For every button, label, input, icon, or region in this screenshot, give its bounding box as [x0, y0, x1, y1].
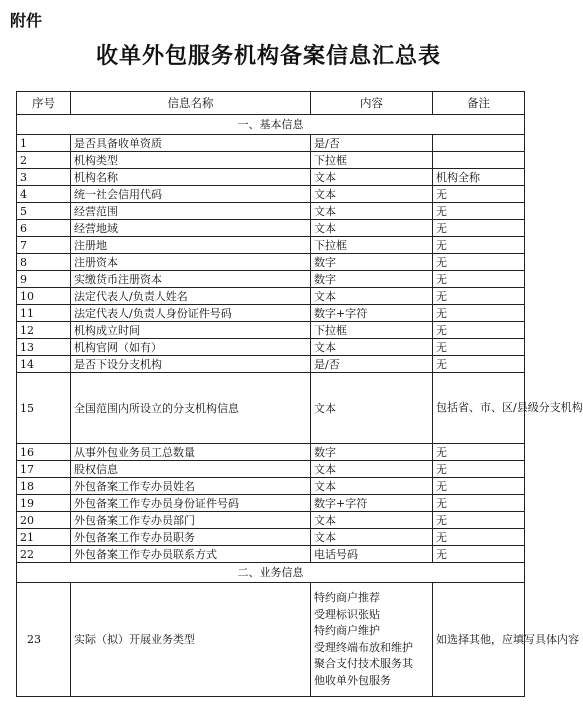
row-info-name: 外包备案工作专办员联系方式 — [71, 546, 311, 563]
row-number: 6 — [17, 220, 71, 237]
table-row — [17, 495, 525, 512]
row-info-name: 实缴货币注册资本 — [71, 271, 311, 288]
row-note: 机构全称 — [433, 169, 525, 186]
row-note: 无 — [433, 444, 525, 461]
row-content-type: 数字+字符 — [311, 495, 433, 512]
table-row — [17, 203, 525, 220]
table-row — [17, 288, 525, 305]
row-info-name: 外包备案工作专办员职务 — [71, 529, 311, 546]
row-note: 无 — [433, 288, 525, 305]
row-note: 无 — [433, 322, 525, 339]
row-note: 无 — [433, 495, 525, 512]
table-row — [17, 546, 525, 563]
row-number: 20 — [17, 512, 71, 529]
section-title: 一、基本信息 — [17, 115, 525, 135]
table-header-row — [17, 92, 525, 115]
row-number: 10 — [17, 288, 71, 305]
row-content-type: 是/否 — [311, 135, 433, 152]
row-note: 如选择其他，应填写具体内容 — [433, 583, 525, 697]
table-row — [17, 271, 525, 288]
row-info-name: 外包备案工作专办员姓名 — [71, 478, 311, 495]
row-content-type: 数字 — [311, 444, 433, 461]
row-note: 无 — [433, 512, 525, 529]
attachment-label: 附件 — [10, 11, 43, 30]
row-note: 无 — [433, 254, 525, 271]
table-row — [17, 583, 525, 697]
business-type-option: 特约商户推荐 — [314, 591, 380, 604]
row-content-type: 文本 — [311, 339, 433, 356]
summary-table — [16, 91, 583, 697]
table-row — [17, 444, 525, 461]
row-number: 2 — [17, 152, 71, 169]
col-header-no: 序号 — [17, 92, 71, 115]
table-row — [17, 478, 525, 495]
table-row — [17, 254, 525, 271]
row-content-type: 文本 — [311, 512, 433, 529]
row-note — [433, 135, 525, 152]
col-header-content: 内容 — [311, 92, 433, 115]
row-content-type: 数字+字符 — [311, 305, 433, 322]
row-info-name: 注册资本 — [71, 254, 311, 271]
row-note: 无 — [433, 271, 525, 288]
row-info-name: 全国范围内所设立的分支机构信息 — [71, 373, 311, 444]
row-info-name: 机构名称 — [71, 169, 311, 186]
table-row — [17, 135, 525, 152]
row-number: 17 — [17, 461, 71, 478]
row-number: 7 — [17, 237, 71, 254]
row-note — [433, 152, 525, 169]
row-info-name: 法定代表人/负责人姓名 — [71, 288, 311, 305]
business-type-option: 受理标识张贴 — [314, 607, 380, 621]
section-basic-info — [17, 115, 525, 135]
row-content-type: 数字 — [311, 271, 433, 288]
col-header-name: 信息名称 — [71, 92, 311, 115]
row-content-type: 下拉框 — [311, 322, 433, 339]
business-type-option: 他收单外包服务 — [314, 673, 391, 687]
section-business-info — [17, 563, 525, 583]
row-note: 无 — [433, 339, 525, 356]
row-info-name: 注册地 — [71, 237, 311, 254]
row-content-type: 文本 — [311, 461, 433, 478]
row-info-name: 股权信息 — [71, 461, 311, 478]
row-note: 无 — [433, 461, 525, 478]
business-type-option: 聚合支付技术服务其 — [314, 657, 413, 670]
row-note: 无 — [433, 478, 525, 495]
row-number: 16 — [17, 444, 71, 461]
table-row — [17, 373, 525, 444]
section-title: 二、业务信息 — [17, 563, 525, 583]
table-row — [17, 461, 525, 478]
row-content-options — [311, 583, 433, 697]
row-content-type: 下拉框 — [311, 152, 433, 169]
row-number: 12 — [17, 322, 71, 339]
row-note: 无 — [433, 546, 525, 563]
row-note: 无 — [433, 529, 525, 546]
row-content-type: 文本 — [311, 186, 433, 203]
row-number: 22 — [17, 546, 71, 563]
table-row — [17, 322, 525, 339]
row-content-type: 文本 — [311, 220, 433, 237]
row-info-name: 机构类型 — [71, 152, 311, 169]
row-note: 无 — [433, 305, 525, 322]
row-info-name: 外包备案工作专办员身份证件号码 — [71, 495, 311, 512]
row-number: 4 — [17, 186, 71, 203]
row-note: 无 — [433, 356, 525, 373]
row-content-type: 文本 — [311, 373, 433, 444]
table-row — [17, 186, 525, 203]
row-content-type: 电话号码 — [311, 546, 433, 563]
row-note: 包括省、市、区/县级分支机构 — [433, 373, 525, 444]
table-row — [17, 152, 525, 169]
row-info-name: 是否下设分支机构 — [71, 356, 311, 373]
row-number: 15 — [17, 373, 71, 444]
table-row — [17, 305, 525, 322]
row-info-name: 机构成立时间 — [71, 322, 311, 339]
row-number: 9 — [17, 271, 71, 288]
row-note: 无 — [433, 220, 525, 237]
row-info-name: 经营范围 — [71, 203, 311, 220]
row-content-type: 文本 — [311, 288, 433, 305]
row-info-name: 统一社会信用代码 — [71, 186, 311, 203]
row-content-type: 下拉框 — [311, 237, 433, 254]
business-type-option: 特约商户维护 — [314, 624, 380, 637]
row-content-type: 文本 — [311, 203, 433, 220]
table-row — [17, 529, 525, 546]
row-info-name: 实际（拟）开展业务类型 — [71, 583, 311, 697]
row-number: 21 — [17, 529, 71, 546]
row-number: 8 — [17, 254, 71, 271]
row-number: 5 — [17, 203, 71, 220]
row-number: 19 — [17, 495, 71, 512]
table-row — [17, 356, 525, 373]
row-content-type: 数字 — [311, 254, 433, 271]
row-info-name: 机构官网（如有） — [71, 339, 311, 356]
row-number: 3 — [17, 169, 71, 186]
row-number: 23 — [17, 583, 71, 697]
page-title: 收单外包服务机构备案信息汇总表 — [95, 44, 441, 69]
row-content-type: 文本 — [311, 529, 433, 546]
table-row — [17, 237, 525, 254]
row-number: 13 — [17, 339, 71, 356]
row-note: 无 — [433, 203, 525, 220]
row-content-type: 文本 — [311, 169, 433, 186]
row-content-type: 文本 — [311, 478, 433, 495]
col-header-note: 备注 — [433, 92, 525, 115]
row-info-name: 是否具备收单资质 — [71, 135, 311, 152]
row-content-type: 是/否 — [311, 356, 433, 373]
row-info-name: 外包备案工作专办员部门 — [71, 512, 311, 529]
row-number: 11 — [17, 305, 71, 322]
row-note: 无 — [433, 186, 525, 203]
row-note: 无 — [433, 237, 525, 254]
row-info-name: 经营地域 — [71, 220, 311, 237]
row-info-name: 从事外包业务员工总数量 — [71, 444, 311, 461]
row-info-name: 法定代表人/负责人身份证件号码 — [71, 305, 311, 322]
row-number: 1 — [17, 135, 71, 152]
table-row — [17, 169, 525, 186]
business-type-option: 受理终端布放和维护 — [314, 640, 413, 654]
row-number: 14 — [17, 356, 71, 373]
row-number: 18 — [17, 478, 71, 495]
table-row — [17, 220, 525, 237]
table-row — [17, 512, 525, 529]
table-row — [17, 339, 525, 356]
